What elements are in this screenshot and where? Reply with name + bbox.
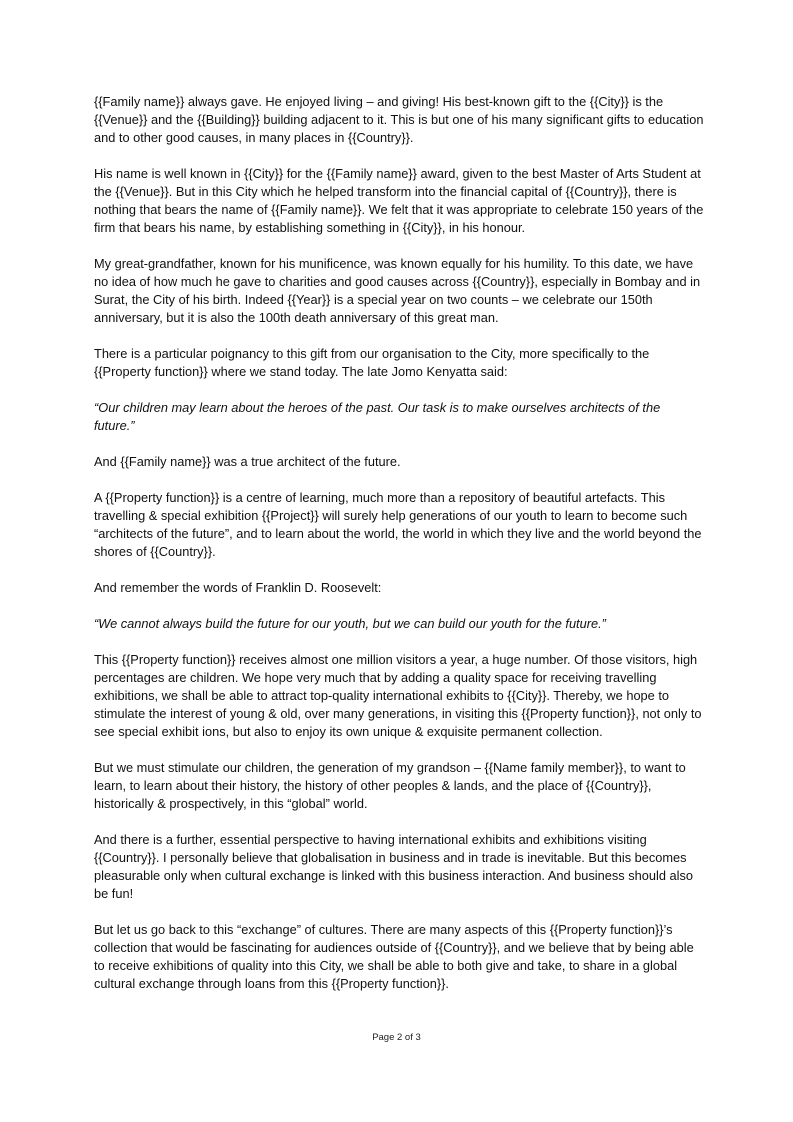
document-body (94, 93, 704, 1011)
paragraph-8: And remember the words of Franklin D. Roosevelt: (94, 580, 382, 595)
paragraph-2: His name is well known in {{City}} for the {{Family name}} award, given to the best Master of Arts Student at the {{Venue}}. But in this City which he helped transform into the financial capital of {{Country}}, there is nothing that bears the name of {{Family name}}. We felt that it was appropriate to celebrate 150 years of the firm that bears his name, by establishing something in {{City}}, in his honour. (94, 166, 704, 235)
paragraph-10: This {{Property function}} receives almost one million visitors a year, a huge number. Of those visitors, high percentages are children. We hope very much that by adding a quality space for receiving travelling exhibitions, we shall be able to attract top-quality international exhibits to {{City}}. Thereby, we hope to stimulate the interest of young & old, over many generations, in visiting this {{Property function}}, not only to see special exhibit ions, but also to enjoy its own unique & exquisite permanent collection. (94, 652, 702, 739)
paragraph-1: {{Family name}} always gave. He enjoyed living – and giving! His best-known gift to the {{City}} is the {{Venue}} and the {{Building}} building adjacent to it. This is but one of his many significant gifts to education and to other good causes, in many places in {{Country}}. (94, 94, 704, 145)
paragraph-11: But we must stimulate our children, the generation of my grandson – {{Name family member}}, to want to learn, to learn about their history, the history of other peoples & lands, and the place of {{Country}}, historically & prospectively, in this “global” world. (94, 760, 686, 811)
paragraph-7: A {{Property function}} is a centre of learning, much more than a repository of beautiful artefacts. This travelling & special exhibition {{Project}} will surely help generations of our youth to learn to become such “architects of the future”, and to learn about the world, the world in which they live and the world beyond the shores of {{Country}}. (94, 490, 702, 559)
paragraph-13: But let us go back to this “exchange” of cultures. There are many aspects of this {{Property function}}’s collection that would be fascinating for audiences outside of {{Country}}, and we believe that by being able to receive exhibitions of quality into this City, we shall be able to both give and take, to share in a global cultural exchange through loans from this {{Property function}}. (94, 922, 694, 991)
paragraph-6: And {{Family name}} was a true architect of the future. (94, 454, 401, 469)
paragraph-3: My great-grandfather, known for his munificence, was known equally for his humility. To this date, we have no idea of how much he gave to charities and good causes across {{Country}}, especially in Bombay and in Surat, the City of his birth. Indeed {{Year}} is a special year on two counts – we celebrate our 150th anniversary, but it is also the 100th death anniversary of this great man. (94, 256, 701, 325)
page-number-footer: Page 2 of 3 (372, 1032, 421, 1043)
paragraph-4: There is a particular poignancy to this gift from our organisation to the City, more specifically to the {{Property function}} where we stand today. The late Jomo Kenyatta said: (94, 346, 650, 379)
quote-roosevelt: “We cannot always build the future for our youth, but we can build our youth for the future.” (94, 616, 606, 631)
quote-kenyatta: “Our children may learn about the heroes of the past. Our task is to make ourselves architects of the future.” (94, 400, 661, 433)
paragraph-12: And there is a further, essential perspective to having international exhibits and exhibitions visiting {{Country}}. I personally believe that globalisation in business and in trade is inevitable. But this becomes pleasurable only when cultural exchange is linked with this business interaction. And business should also be fun! (94, 832, 693, 901)
